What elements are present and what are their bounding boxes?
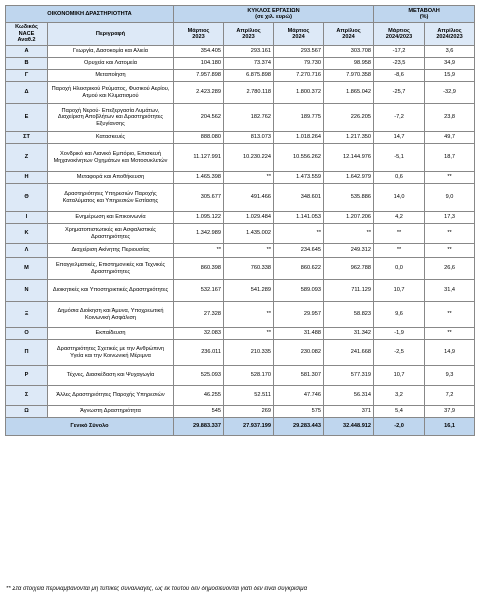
- value-apr2024: 371: [324, 406, 374, 418]
- change-mar: 4,2: [374, 212, 425, 224]
- value-apr2023: 182.762: [224, 104, 274, 132]
- change-apr: 49,7: [425, 132, 475, 144]
- col-header-chg-mar: Μάρτιος 2024/2023: [374, 23, 425, 46]
- table-body: [6, 46, 475, 418]
- value-apr2024: 56.314: [324, 386, 374, 406]
- value-mar2024: 860.622: [274, 258, 324, 280]
- change-apr: 3,6: [425, 46, 475, 58]
- change-header: ΜΕΤΑΒΟΛΗ (%): [374, 6, 475, 23]
- table-row: [6, 340, 475, 366]
- table-row: [6, 70, 475, 82]
- value-apr2023: 73.374: [224, 58, 274, 70]
- description-cell: Γεωργία, Δασοκομία και Αλιεία: [48, 46, 174, 58]
- table-row: [6, 104, 475, 132]
- table-row: [6, 184, 475, 212]
- table-row: [6, 224, 475, 244]
- description-cell: Δραστηριότητες Σχετικές με την Ανθρώπινη Υγεία και την Κοινωνική Μέριμνα: [48, 340, 174, 366]
- change-apr: 17,3: [425, 212, 475, 224]
- change-apr: 9,3: [425, 366, 475, 386]
- code-cell: Β: [6, 58, 48, 70]
- change-mar: 9,6: [374, 302, 425, 328]
- value-mar2024: 29.957: [274, 302, 324, 328]
- value-apr2024: 1.207.206: [324, 212, 374, 224]
- value-apr2023: 491.466: [224, 184, 274, 212]
- code-cell: Α: [6, 46, 48, 58]
- description-cell: Ορυχεία και Λατομεία: [48, 58, 174, 70]
- value-mar2024: 230.082: [274, 340, 324, 366]
- value-mar2024: 1.018.264: [274, 132, 324, 144]
- change-mar: **: [374, 244, 425, 258]
- value-mar2024: **: [274, 224, 324, 244]
- code-cell: Μ: [6, 258, 48, 280]
- value-mar2023: 11.127.991: [174, 144, 224, 172]
- value-mar2024: 1.800.372: [274, 82, 324, 104]
- value-apr2023: **: [224, 302, 274, 328]
- description-header: Περιγραφή: [48, 23, 174, 46]
- value-apr2024: 962.788: [324, 258, 374, 280]
- code-cell: Π: [6, 340, 48, 366]
- change-mar: -23,5: [374, 58, 425, 70]
- value-mar2023: 236.011: [174, 340, 224, 366]
- value-mar2024: 589.093: [274, 280, 324, 302]
- description-cell: Κατασκευές: [48, 132, 174, 144]
- change-apr: 31,4: [425, 280, 475, 302]
- value-apr2024: **: [324, 224, 374, 244]
- table-row: [6, 302, 475, 328]
- description-cell: Δημόσια Διοίκηση και Άμυνα, Υποχρεωτική Κοινωνική Ασφάλιση: [48, 302, 174, 328]
- change-mar: 0,6: [374, 172, 425, 184]
- value-mar2024: 234.645: [274, 244, 324, 258]
- change-apr: 7,2: [425, 386, 475, 406]
- turnover-table: [5, 5, 475, 436]
- code-cell: Ζ: [6, 144, 48, 172]
- value-apr2024: 577.319: [324, 366, 374, 386]
- col-header-apr2024: Απρίλιος 2024: [324, 23, 374, 46]
- value-apr2024: 98.958: [324, 58, 374, 70]
- code-header: Κωδικός NACE Αναθ.2: [6, 23, 48, 46]
- col-header-mar2023: Μάρτιος 2023: [174, 23, 224, 46]
- description-cell: Παροχή Ηλεκτρικού Ρεύματος, Φυσικού Αερίου, Ατμού και Κλιματισμού: [48, 82, 174, 104]
- value-mar2024: 581.307: [274, 366, 324, 386]
- change-apr: 23,8: [425, 104, 475, 132]
- value-apr2024: 1.217.350: [324, 132, 374, 144]
- total-apr2024: 32.448.912: [324, 418, 374, 436]
- footnote: ** Στα στοιχεία περιλαμβάνονται μη τυπικές συναλλαγές, ως εκ τούτου δεν δημοσιεύονται γιατί δεν είναι συγκρίσιμα: [6, 586, 308, 592]
- change-mar: -2,5: [374, 340, 425, 366]
- change-mar: -17,2: [374, 46, 425, 58]
- change-mar: -8,6: [374, 70, 425, 82]
- change-mar: 5,4: [374, 406, 425, 418]
- change-mar: -5,1: [374, 144, 425, 172]
- value-apr2023: 269: [224, 406, 274, 418]
- value-mar2023: 2.423.289: [174, 82, 224, 104]
- value-apr2023: 6.875.898: [224, 70, 274, 82]
- total-chg-mar: -2,0: [374, 418, 425, 436]
- change-mar: 10,7: [374, 280, 425, 302]
- value-mar2023: 305.677: [174, 184, 224, 212]
- code-cell: Η: [6, 172, 48, 184]
- change-apr: 26,6: [425, 258, 475, 280]
- description-cell: Τέχνες, Διασκέδαση και Ψυχαγωγία: [48, 366, 174, 386]
- value-mar2024: 1.473.559: [274, 172, 324, 184]
- value-apr2024: 12.144.976: [324, 144, 374, 172]
- value-apr2024: 241.668: [324, 340, 374, 366]
- change-apr: 15,9: [425, 70, 475, 82]
- value-mar2023: 104.180: [174, 58, 224, 70]
- table-row: [6, 366, 475, 386]
- value-apr2024: 711.129: [324, 280, 374, 302]
- value-apr2023: 10.230.224: [224, 144, 274, 172]
- code-cell: Ρ: [6, 366, 48, 386]
- code-cell: Ω: [6, 406, 48, 418]
- value-apr2023: **: [224, 172, 274, 184]
- value-apr2023: **: [224, 244, 274, 258]
- col-header-mar2024: Μάρτιος 2024: [274, 23, 324, 46]
- value-apr2023: 210.335: [224, 340, 274, 366]
- value-mar2023: 46.255: [174, 386, 224, 406]
- value-mar2024: 47.746: [274, 386, 324, 406]
- value-mar2023: 1.095.122: [174, 212, 224, 224]
- value-apr2023: 813.073: [224, 132, 274, 144]
- value-mar2023: 532.167: [174, 280, 224, 302]
- value-mar2024: 575: [274, 406, 324, 418]
- change-mar: 3,2: [374, 386, 425, 406]
- code-cell: Ο: [6, 328, 48, 340]
- change-mar: 0,0: [374, 258, 425, 280]
- change-apr: 9,0: [425, 184, 475, 212]
- change-apr: **: [425, 244, 475, 258]
- value-apr2023: 52.511: [224, 386, 274, 406]
- change-apr: **: [425, 172, 475, 184]
- code-cell: Θ: [6, 184, 48, 212]
- description-cell: Χρηματοπιστωτικές και Ασφαλιστικές Δραστηριότητες: [48, 224, 174, 244]
- code-cell: Ξ: [6, 302, 48, 328]
- value-mar2024: 31.488: [274, 328, 324, 340]
- value-mar2023: 888.080: [174, 132, 224, 144]
- table-row: [6, 144, 475, 172]
- total-apr2023: 27.937.199: [224, 418, 274, 436]
- code-cell: Λ: [6, 244, 48, 258]
- description-cell: Μεταποίηση: [48, 70, 174, 82]
- code-cell: Σ: [6, 386, 48, 406]
- table-row: [6, 172, 475, 184]
- value-apr2023: 293.161: [224, 46, 274, 58]
- total-mar2024: 29.283.443: [274, 418, 324, 436]
- value-mar2024: 293.567: [274, 46, 324, 58]
- description-cell: Εκπαίδευση: [48, 328, 174, 340]
- change-mar: 14,0: [374, 184, 425, 212]
- change-apr: 18,7: [425, 144, 475, 172]
- value-mar2023: 860.398: [174, 258, 224, 280]
- col-header-apr2023: Απρίλιος 2023: [224, 23, 274, 46]
- table-row: [6, 46, 475, 58]
- change-apr: **: [425, 224, 475, 244]
- table-row: [6, 244, 475, 258]
- value-apr2024: 1.865.042: [324, 82, 374, 104]
- change-mar: 10,7: [374, 366, 425, 386]
- value-mar2023: 204.562: [174, 104, 224, 132]
- code-cell: Δ: [6, 82, 48, 104]
- change-mar: -25,7: [374, 82, 425, 104]
- table-row: [6, 212, 475, 224]
- value-mar2024: 348.601: [274, 184, 324, 212]
- table-row: [6, 58, 475, 70]
- value-mar2024: 1.141.053: [274, 212, 324, 224]
- value-apr2024: 31.342: [324, 328, 374, 340]
- value-apr2024: 7.970.358: [324, 70, 374, 82]
- value-apr2023: **: [224, 328, 274, 340]
- value-mar2024: 7.270.716: [274, 70, 324, 82]
- total-chg-apr: 16,1: [425, 418, 475, 436]
- value-apr2024: 535.886: [324, 184, 374, 212]
- value-mar2023: 1.342.989: [174, 224, 224, 244]
- total-mar2023: 29.883.337: [174, 418, 224, 436]
- total-label: Γενικό Σύνολο: [6, 418, 174, 436]
- value-mar2024: 10.556.262: [274, 144, 324, 172]
- value-mar2023: **: [174, 244, 224, 258]
- turnover-header: ΚΥΚΛΟΣ ΕΡΓΑΣΙΩΝ (σε χιλ. ευρώ): [174, 6, 374, 23]
- value-apr2023: 1.029.484: [224, 212, 274, 224]
- value-apr2024: 1.642.979: [324, 172, 374, 184]
- change-mar: -7,2: [374, 104, 425, 132]
- value-apr2023: 760.338: [224, 258, 274, 280]
- table-row: [6, 132, 475, 144]
- value-mar2023: 27.328: [174, 302, 224, 328]
- change-mar: 14,7: [374, 132, 425, 144]
- table-row: [6, 386, 475, 406]
- value-apr2023: 2.780.118: [224, 82, 274, 104]
- description-cell: Μεταφορά και Αποθήκευση: [48, 172, 174, 184]
- value-mar2023: 32.083: [174, 328, 224, 340]
- value-mar2023: 7.957.898: [174, 70, 224, 82]
- col-header-chg-apr: Απρίλιος 2024/2023: [425, 23, 475, 46]
- value-mar2023: 354.405: [174, 46, 224, 58]
- code-cell: Γ: [6, 70, 48, 82]
- value-mar2023: 545: [174, 406, 224, 418]
- value-apr2023: 541.289: [224, 280, 274, 302]
- description-cell: Διοικητικές και Υποστηρικτικές Δραστηριότητες: [48, 280, 174, 302]
- value-apr2024: 303.708: [324, 46, 374, 58]
- change-apr: 37,9: [425, 406, 475, 418]
- table-row: [6, 82, 475, 104]
- table-row: [6, 258, 475, 280]
- value-mar2024: 189.775: [274, 104, 324, 132]
- code-cell: Ν: [6, 280, 48, 302]
- description-cell: Άγνωστη Δραστηριότητα: [48, 406, 174, 418]
- table-row: [6, 328, 475, 340]
- description-cell: Ενημέρωση και Επικοινωνία: [48, 212, 174, 224]
- change-mar: **: [374, 224, 425, 244]
- description-cell: Παροχή Νερού· Επεξεργασία Λυμάτων, Διαχείριση Αποβλήτων και Δραστηριότητες Εξυγίανσης: [48, 104, 174, 132]
- value-mar2024: 79.730: [274, 58, 324, 70]
- total-row: [6, 418, 475, 436]
- table-row: [6, 406, 475, 418]
- change-apr: **: [425, 328, 475, 340]
- code-cell: ΣΤ: [6, 132, 48, 144]
- value-apr2024: 249.312: [324, 244, 374, 258]
- description-cell: Δραστηριότητες Υπηρεσιών Παροχής Καταλύματος και Υπηρεσιών Εστίασης: [48, 184, 174, 212]
- description-cell: Άλλες Δραστηριότητες Παροχής Υπηρεσιών: [48, 386, 174, 406]
- value-apr2023: 528.170: [224, 366, 274, 386]
- description-cell: Διαχείριση Ακίνητης Περιουσίας: [48, 244, 174, 258]
- description-cell: Επαγγελματικές, Επιστημονικές και Τεχνικές Δραστηριότητες: [48, 258, 174, 280]
- value-apr2023: 1.435.002: [224, 224, 274, 244]
- change-apr: -32,9: [425, 82, 475, 104]
- change-mar: -1,9: [374, 328, 425, 340]
- change-apr: 34,9: [425, 58, 475, 70]
- code-cell: Κ: [6, 224, 48, 244]
- code-cell: Ε: [6, 104, 48, 132]
- table-row: [6, 280, 475, 302]
- activity-header: ΟΙΚΟΝΟΜΙΚΗ ΔΡΑΣΤΗΡΙΟΤΗΤΑ: [6, 6, 174, 23]
- description-cell: Χονδρικό και Λιανικό Εμπόριο, Επισκευή Μηχανοκίνητων Οχημάτων και Μοτοσυκλετών: [48, 144, 174, 172]
- value-mar2023: 1.465.398: [174, 172, 224, 184]
- value-apr2024: 226.205: [324, 104, 374, 132]
- value-mar2023: 525.093: [174, 366, 224, 386]
- value-apr2024: 58.823: [324, 302, 374, 328]
- change-apr: **: [425, 302, 475, 328]
- change-apr: 14,9: [425, 340, 475, 366]
- code-cell: Ι: [6, 212, 48, 224]
